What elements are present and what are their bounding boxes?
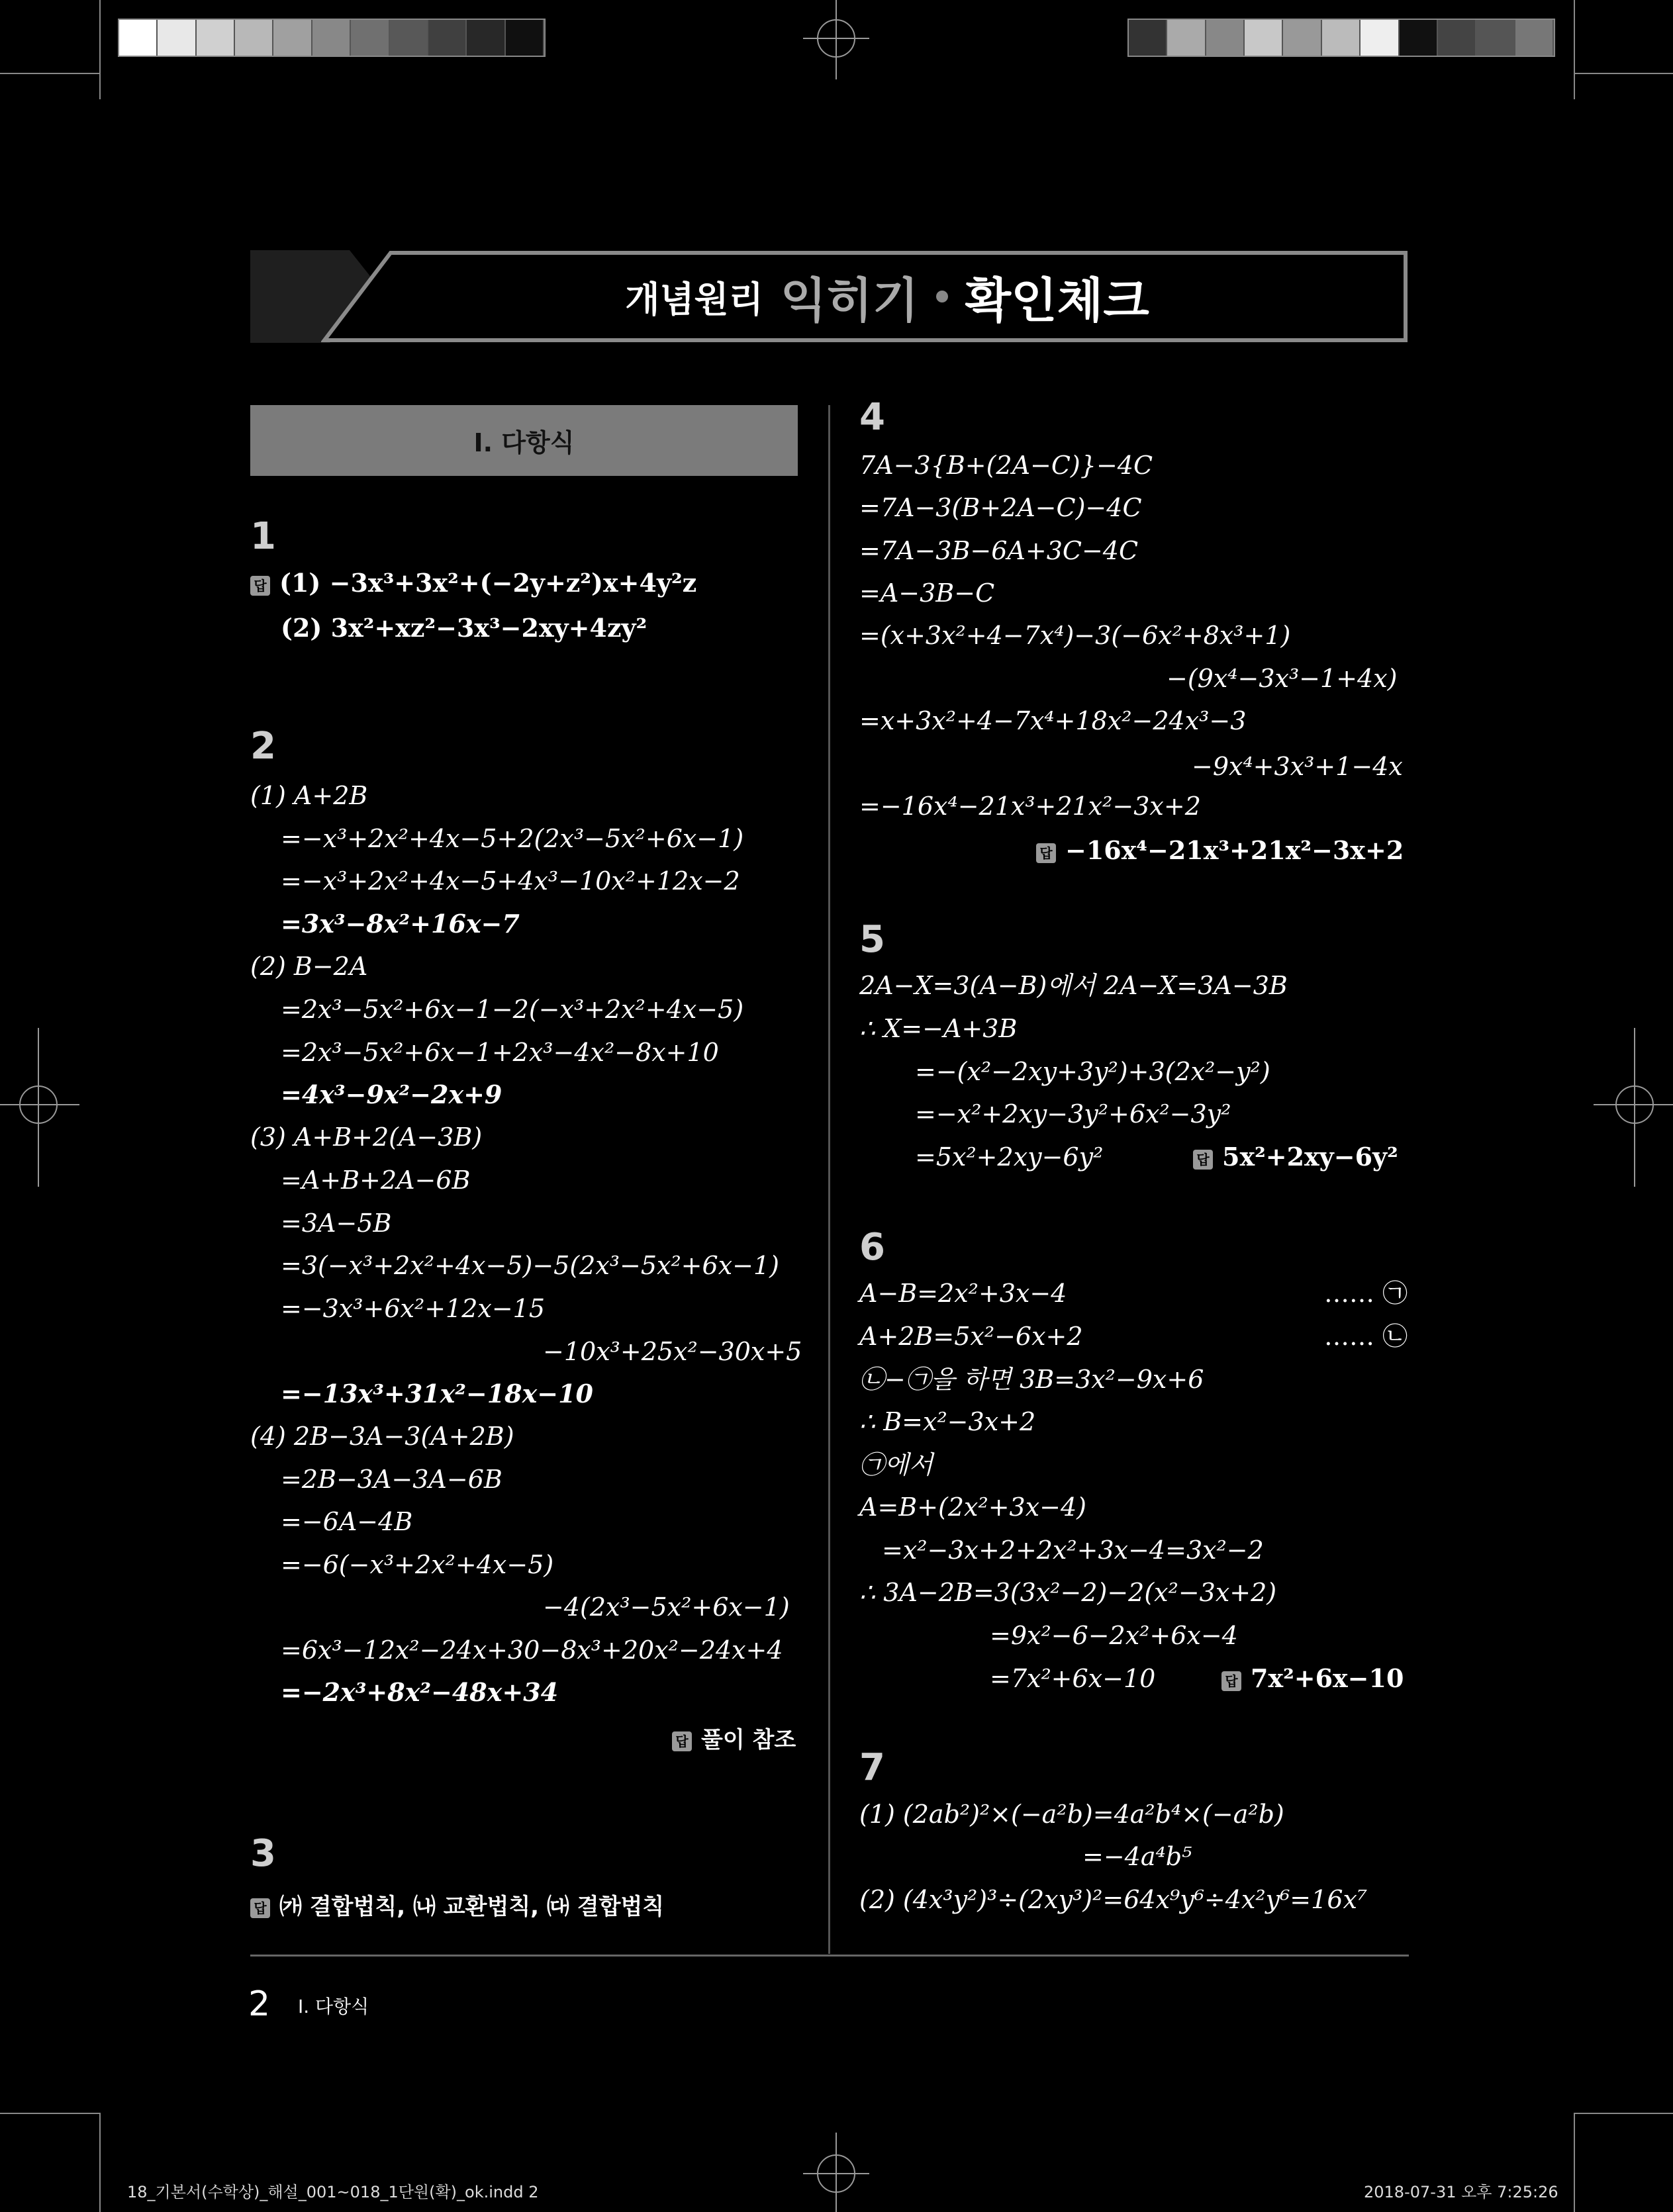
problem-number: 5	[859, 918, 885, 961]
answer-icon: 답	[1193, 1150, 1213, 1170]
math-line: (1) (2ab²)²×(−a²b)=4a²b⁴×(−a²b)	[859, 1800, 1284, 1829]
math-line: =2x³−5x²+6x−1+2x³−4x²−8x+10	[281, 1038, 719, 1067]
color-bar-left	[118, 19, 546, 57]
answer-icon: 답	[1036, 843, 1056, 863]
answer-icon: 답	[250, 1898, 270, 1918]
answer-icon: 답	[250, 576, 270, 596]
equation-marker: …… ㉠	[1324, 1279, 1408, 1308]
answer-line	[1221, 1663, 1404, 1693]
page-section-label: Ⅰ. 다항식	[298, 1996, 369, 2017]
math-line: −(9x⁴−3x³−1+4x)	[1167, 664, 1398, 693]
math-line: =−13x³+31x²−18x−10	[281, 1379, 593, 1408]
math-line: =4x³−9x²−2x+9	[281, 1080, 502, 1109]
print-slug-date: 2018-07-31 오후 7:25:26	[1364, 2183, 1558, 2201]
color-bar-right	[1127, 19, 1555, 57]
answer-text: 7x²+6x−10	[1251, 1663, 1404, 1693]
answer-line	[250, 568, 697, 598]
crop-mark	[99, 2113, 101, 2212]
math-line: =7x²+6x−10	[990, 1664, 1156, 1693]
math-line: =−4a⁴b⁵	[1082, 1842, 1192, 1871]
math-line: =3(−x³+2x²+4x−5)−5(2x³−5x²+6x−1)	[281, 1251, 779, 1280]
math-line: (2) 3x²+xz²−3x³−2xy+4zy²	[281, 613, 647, 643]
math-line: A+2B=5x²−6x+2	[859, 1322, 1083, 1351]
math-line: 2A−X=3(A−B)에서 2A−X=3A−3B	[859, 971, 1288, 1000]
math-line: =−2x³+8x²−48x+34	[281, 1677, 559, 1707]
math-line: (1) A+2B	[250, 781, 368, 810]
answer-text: ㈎ 결합법칙, ㈏ 교환법칙, ㈐ 결합법칙	[279, 1894, 665, 1920]
crop-mark	[1574, 0, 1575, 99]
answer-line	[672, 1722, 796, 1754]
math-line: =2B−3A−3A−6B	[281, 1465, 502, 1494]
footer-rule	[250, 1955, 1409, 1957]
registration-mark-top	[803, 0, 869, 79]
math-line: ㉠에서	[859, 1450, 933, 1479]
section-heading: Ⅰ. 다항식	[250, 405, 798, 476]
math-line: (2) B−2A	[250, 952, 368, 981]
crop-mark	[0, 73, 99, 74]
math-line: (3) A+B+2(A−3B)	[250, 1123, 483, 1152]
math-line: (4) 2B−3A−3(A+2B)	[250, 1422, 514, 1451]
equation-marker: …… ㉡	[1324, 1322, 1408, 1351]
math-line: ∴ 3A−2B=3(3x²−2)−2(x²−3x+2)	[859, 1578, 1277, 1607]
math-line: =x+3x²+4−7x⁴+18x²−24x³−3	[859, 706, 1247, 735]
crop-mark	[1574, 2113, 1673, 2114]
math-line: (2) (4x³y²)³÷(2xy³)²=64x⁹y⁶÷4x²y⁶=16x⁷	[859, 1885, 1368, 1914]
answer-text: −16x⁴−21x³+21x²−3x+2	[1065, 835, 1404, 865]
answer-line	[1193, 1144, 1398, 1170]
title-part-a: 개념원리	[625, 278, 763, 320]
math-line: =2x³−5x²+6x−1−2(−x³+2x²+4x−5)	[281, 995, 744, 1024]
math-line: =−6(−x³+2x²+4x−5)	[281, 1550, 554, 1579]
math-line: −4(2x³−5x²+6x−1)	[543, 1592, 790, 1622]
math-line: A=B+(2x²+3x−4)	[859, 1493, 1087, 1522]
math-line: =(x+3x²+4−7x⁴)−3(−6x²+8x³+1)	[859, 621, 1291, 650]
math-line: =3A−5B	[281, 1209, 392, 1238]
registration-mark-bottom	[803, 2133, 869, 2212]
math-line: −9x⁴+3x³+1−4x	[1192, 752, 1403, 781]
math-line: =x²−3x+2+2x²+3x−4=3x²−2	[882, 1536, 1264, 1565]
answer-icon: 답	[672, 1731, 692, 1751]
math-line: ㉡−㉠을 하면 3B=3x²−9x+6	[859, 1365, 1204, 1394]
math-line: 7A−3{B+(2A−C)}−4C	[859, 451, 1153, 480]
problem-number: 7	[859, 1746, 885, 1789]
math-line: =3x³−8x²+16x−7	[281, 909, 520, 939]
math-line: =7A−3(B+2A−C)−4C	[859, 493, 1142, 522]
problem-number: 1	[250, 515, 276, 558]
crop-mark	[0, 2113, 99, 2114]
math-line: =−x²+2xy−3y²+6x²−3y²	[915, 1099, 1231, 1129]
math-line: =5x²+2xy−6y²	[915, 1142, 1104, 1172]
answer-line	[1036, 835, 1404, 865]
page-number: 2	[248, 1984, 271, 2024]
math-line: =6x³−12x²−24x+30−8x³+20x²−24x+4	[281, 1636, 783, 1665]
math-line: =−x³+2x²+4x−5+4x³−10x²+12x−2	[281, 866, 740, 896]
registration-mark-left	[0, 1028, 79, 1187]
column-divider	[828, 405, 830, 1954]
math-line: A−B=2x²+3x−4	[859, 1279, 1067, 1308]
crop-mark	[1574, 2113, 1575, 2212]
problem-number: 6	[859, 1226, 885, 1269]
math-line: =A−3B−C	[859, 578, 995, 608]
crop-mark	[1574, 73, 1673, 74]
math-line: =−3x³+6x²+12x−15	[281, 1294, 546, 1323]
problem-number: 4	[859, 396, 885, 439]
math-line: =−x³+2x²+4x−5+2(2x³−5x²+6x−1)	[281, 824, 744, 853]
math-line: =−16x⁴−21x³+21x²−3x+2	[859, 792, 1201, 821]
math-line: =7A−3B−6A+3C−4C	[859, 536, 1139, 565]
math-line: −10x³+25x²−30x+5	[543, 1337, 802, 1366]
answer-icon: 답	[1221, 1671, 1241, 1691]
answer-text: 5x²+2xy−6y²	[1222, 1142, 1398, 1172]
answer-line	[250, 1888, 664, 1921]
registration-mark-right	[1594, 1028, 1673, 1187]
math-line: =−(x²−2xy+3y²)+3(2x²−y²)	[915, 1057, 1270, 1086]
title-part-c: 확인체크	[965, 273, 1149, 328]
math-line: =−6A−4B	[281, 1507, 413, 1536]
print-slug-file: 18_기본서(수학상)_해설_001~018_1단원(확)_ok.indd 2	[127, 2183, 539, 2201]
page-title	[371, 250, 1404, 343]
title-dot	[936, 291, 948, 302]
answer-text: 풀이 참조	[701, 1727, 796, 1753]
math-line: =A+B+2A−6B	[281, 1166, 471, 1195]
math-line: (1) −3x³+3x²+(−2y+z²)x+4y²z	[279, 568, 697, 598]
crop-mark	[99, 0, 101, 99]
math-line: =9x²−6−2x²+6x−4	[990, 1621, 1238, 1650]
problem-number: 3	[250, 1832, 276, 1875]
problem-number: 2	[250, 725, 276, 768]
math-line: ∴ X=−A+3B	[859, 1014, 1018, 1043]
math-line: ∴ B=x²−3x+2	[859, 1407, 1036, 1436]
title-part-b: 익히기	[780, 273, 919, 328]
